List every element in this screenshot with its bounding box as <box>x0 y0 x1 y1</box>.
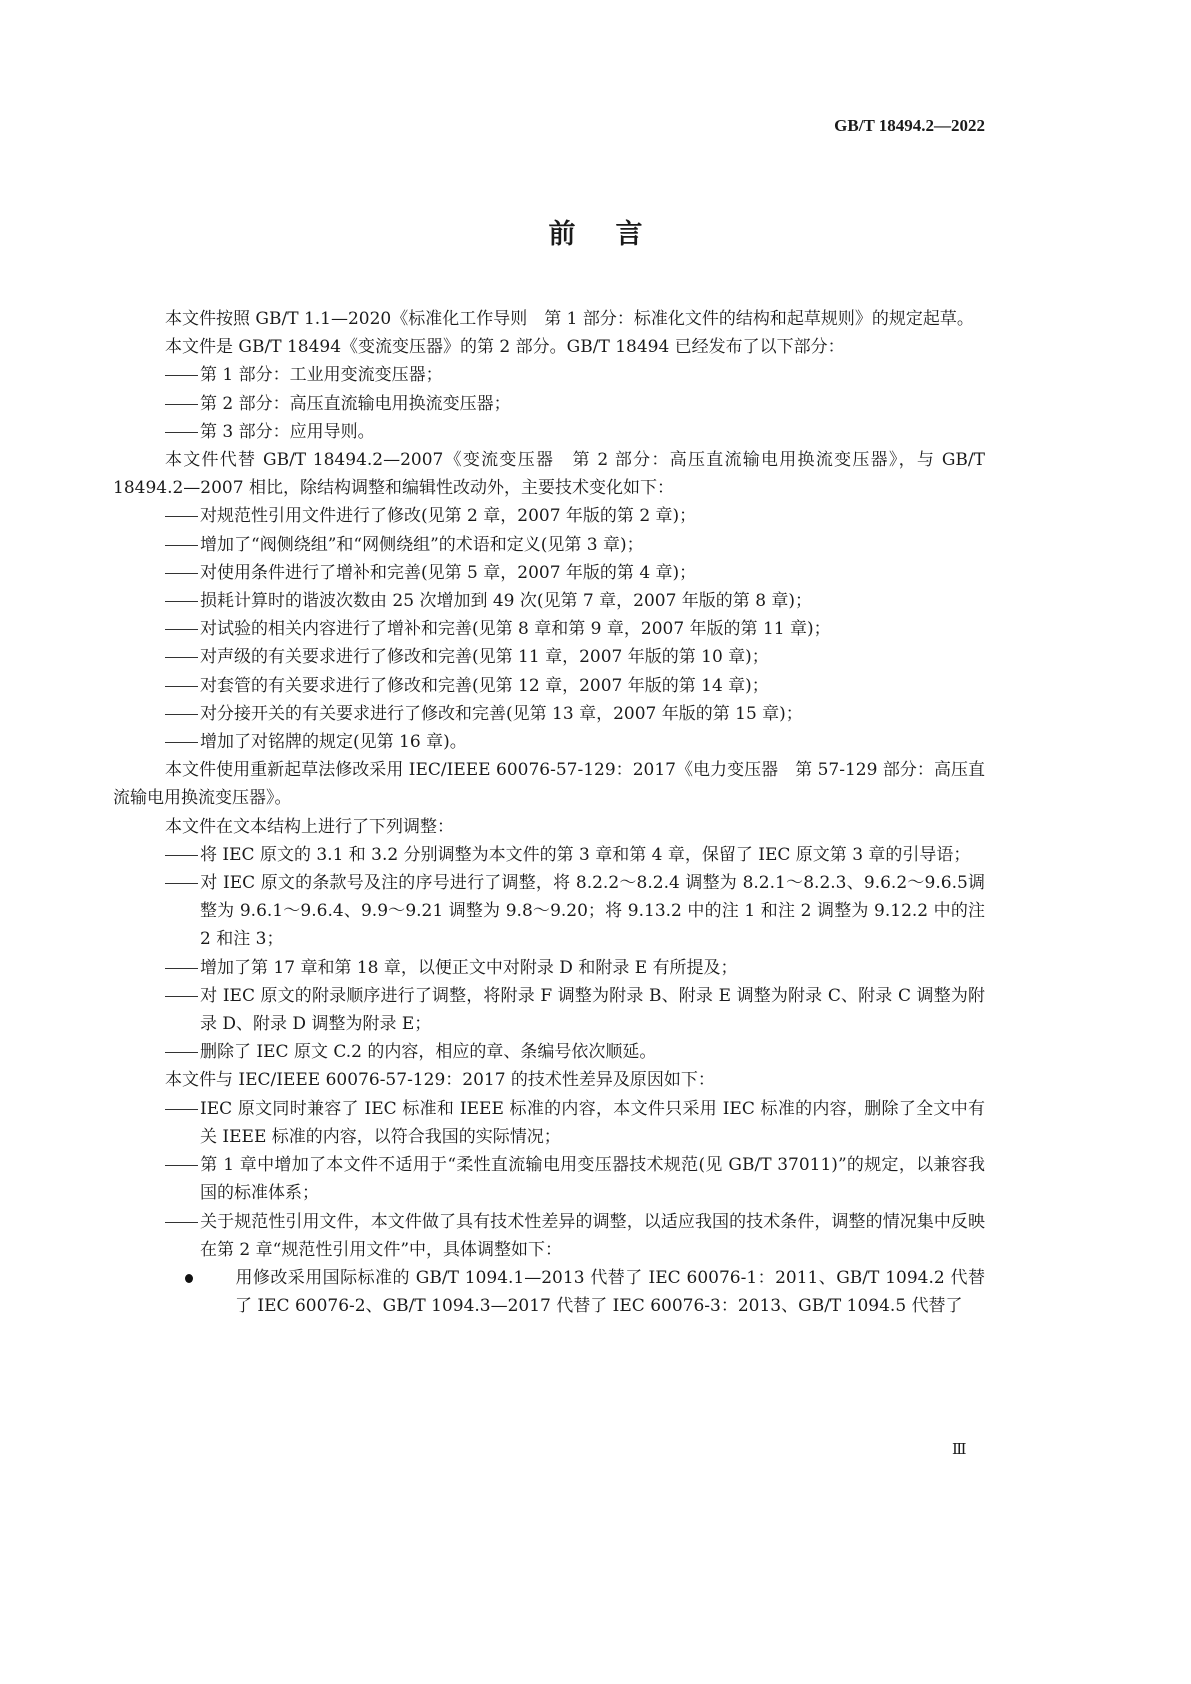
paragraph <box>113 333 985 361</box>
paragraph-text: 对套管的有关要求进行了修改和完善(见第 12 章，2007 年版的第 14 章)； <box>200 675 769 696</box>
dash-marker <box>165 672 200 700</box>
dash-marker <box>165 587 200 615</box>
dash-list-item <box>113 531 985 559</box>
dash-list-item <box>113 841 985 869</box>
dash-marker <box>165 1151 200 1179</box>
paragraph-text: 对规范性引用文件进行了修改(见第 2 章，2007 年版的第 2 章)； <box>200 506 697 527</box>
dash-marker <box>165 954 200 982</box>
paragraph-text: 本文件代替 GB/T 18494.2—2007《变流变压器 第 2 部分：高压直流输电用换流变压器》，与 GB/T 18494.2—2007 相比，除结构调整和编辑性改动外，主要技术变化如下： <box>113 450 985 499</box>
dash-list-item <box>113 728 985 756</box>
paragraph-text: 第 2 部分：高压直流输电用换流变压器； <box>200 393 511 414</box>
paragraph-text: 删除了 IEC 原文 C.2 的内容，相应的章、条编号依次顺延。 <box>200 1042 657 1063</box>
paragraph-text: 本文件与 IEC/IEEE 60076-57-129：2017 的技术性差异及原因如下： <box>165 1070 715 1091</box>
paragraph-text: 用修改采用国际标准的 GB/T 1094.1—2013 代替了 IEC 60076-1：2011、GB/T 1094.2 代替了 IEC 60076-2、GB/T 1094.3—2017 代替了 IEC 60076-3：2013、GB/T 1094.5 代替了 <box>235 1267 985 1317</box>
paragraph-text: 第 1 部分：工业用变流变压器； <box>200 365 443 386</box>
dash-marker <box>165 982 200 1010</box>
dash-list-item <box>113 1208 985 1264</box>
paragraph-text: 本文件按照 GB/T 1.1—2020《标准化工作导则 第 1 部分：标准化文件的结构和起草规则》的规定起草。 <box>165 309 974 329</box>
dash-list-item <box>113 982 985 1038</box>
dash-marker <box>165 531 200 559</box>
paragraph <box>113 305 985 333</box>
dash-marker <box>165 728 200 756</box>
dash-marker <box>165 559 200 587</box>
dash-marker <box>165 700 200 728</box>
dash-list-item <box>113 1151 985 1207</box>
paragraph-text: 第 1 章中增加了本文件不适用于“柔性直流输电用变压器技术规范(见 GB/T 37011)”的规定，以兼容我国的标准体系； <box>200 1155 985 1204</box>
paragraph <box>113 446 985 502</box>
paragraph-text: 对分接开关的有关要求进行了修改和完善(见第 13 章，2007 年版的第 15 章)； <box>200 703 803 724</box>
dash-list-item <box>113 615 985 643</box>
dash-marker <box>165 361 200 389</box>
dash-marker <box>165 643 200 671</box>
dash-marker <box>165 418 200 446</box>
page-title: 前言 <box>548 219 683 250</box>
paragraph-text: 本文件在文本结构上进行了下列调整： <box>165 816 454 837</box>
paragraph-text: 损耗计算时的谐波次数由 25 次增加到 49 次(见第 7 章，2007 年版的第 8 章)； <box>200 591 813 612</box>
dash-list-item <box>113 672 985 700</box>
paragraph-text: IEC 原文同时兼容了 IEC 标准和 IEEE 标准的内容，本文件只采用 IEC 标准的内容，删除了全文中有关 IEEE 标准的内容，以符合我国的实际情况； <box>200 1098 985 1147</box>
dash-list-item <box>113 1038 985 1066</box>
bullet-icon <box>175 1264 235 1292</box>
dash-marker <box>165 1208 200 1236</box>
dash-marker <box>165 1038 200 1066</box>
page-number: Ⅲ <box>952 1440 967 1458</box>
dash-list-item <box>113 869 985 954</box>
standard-number: GB/T 18494.2—2022 <box>834 116 985 135</box>
paragraph-text: 本文件使用重新起草法修改采用 IEC/IEEE 60076-57-129：2017《电力变压器 第 57-129 部分：高压直流输电用换流变压器》。 <box>113 760 985 809</box>
paragraph-text: 关于规范性引用文件，本文件做了具有技术性差异的调整，以适应我国的技术条件，调整的情况集中反映在第 2 章“规范性引用文件”中，具体调整如下： <box>200 1211 985 1260</box>
bullet-list-item <box>113 1264 985 1320</box>
paragraph-text: 第 3 部分：应用导则。 <box>200 421 375 442</box>
dash-list-item <box>113 1095 985 1151</box>
paragraph-text: 增加了“阀侧绕组”和“网侧绕组”的术语和定义(见第 3 章)； <box>200 534 644 555</box>
paragraph-text: 将 IEC 原文的 3.1 和 3.2 分别调整为本文件的第 3 章和第 4 章，保留了 IEC 原文第 3 章的引导语； <box>200 844 971 865</box>
paragraph-text: 增加了第 17 章和第 18 章，以便正文中对附录 D 和附录 E 有所提及； <box>200 957 738 978</box>
paragraph <box>113 1066 985 1094</box>
dash-list-item <box>113 418 985 446</box>
paragraph-text: 对声级的有关要求进行了修改和完善(见第 11 章，2007 年版的第 10 章)； <box>200 647 769 668</box>
dash-list-item <box>113 502 985 530</box>
dash-marker <box>165 869 200 897</box>
dash-list-item <box>113 559 985 587</box>
dash-list-item <box>113 390 985 418</box>
dash-marker <box>165 1095 200 1123</box>
document-body <box>113 305 985 1320</box>
paragraph-text: 增加了对铭牌的规定(见第 16 章)。 <box>200 732 467 753</box>
dash-list-item <box>113 954 985 982</box>
paragraph-text: 对使用条件进行了增补和完善(见第 5 章，2007 年版的第 4 章)； <box>200 562 697 583</box>
dash-marker <box>165 841 200 869</box>
paragraph <box>113 813 985 841</box>
dash-list-item <box>113 361 985 389</box>
dash-list-item <box>113 643 985 671</box>
dash-marker <box>165 502 200 530</box>
dash-marker <box>165 390 200 418</box>
dash-list-item <box>113 700 985 728</box>
dash-list-item <box>113 587 985 615</box>
dash-marker <box>165 615 200 643</box>
paragraph <box>113 756 985 812</box>
paragraph-text: 对试验的相关内容进行了增补和完善(见第 8 章和第 9 章，2007 年版的第 11 章)； <box>200 619 831 640</box>
paragraph-text: 对 IEC 原文的附录顺序进行了调整，将附录 F 调整为附录 B、附录 E 调整为附录 C、附录 C 调整为附录 D、附录 D 调整为附录 E； <box>200 985 985 1035</box>
paragraph-text: 本文件是 GB/T 18494《变流变压器》的第 2 部分。GB/T 18494 已经发布了以下部分： <box>165 337 845 358</box>
paragraph-text: 对 IEC 原文的条款号及注的序号进行了调整，将 8.2.2～8.2.4 调整为 8.2.1～8.2.3、9.6.2～9.6.5调整为 9.6.1～9.6.4、9.9～9.21 调整为 9.8～9.20；将 9.13.2 中的注 1 和注 2 调整为 9.12.2 中的注 2 和注 3； <box>200 873 985 950</box>
